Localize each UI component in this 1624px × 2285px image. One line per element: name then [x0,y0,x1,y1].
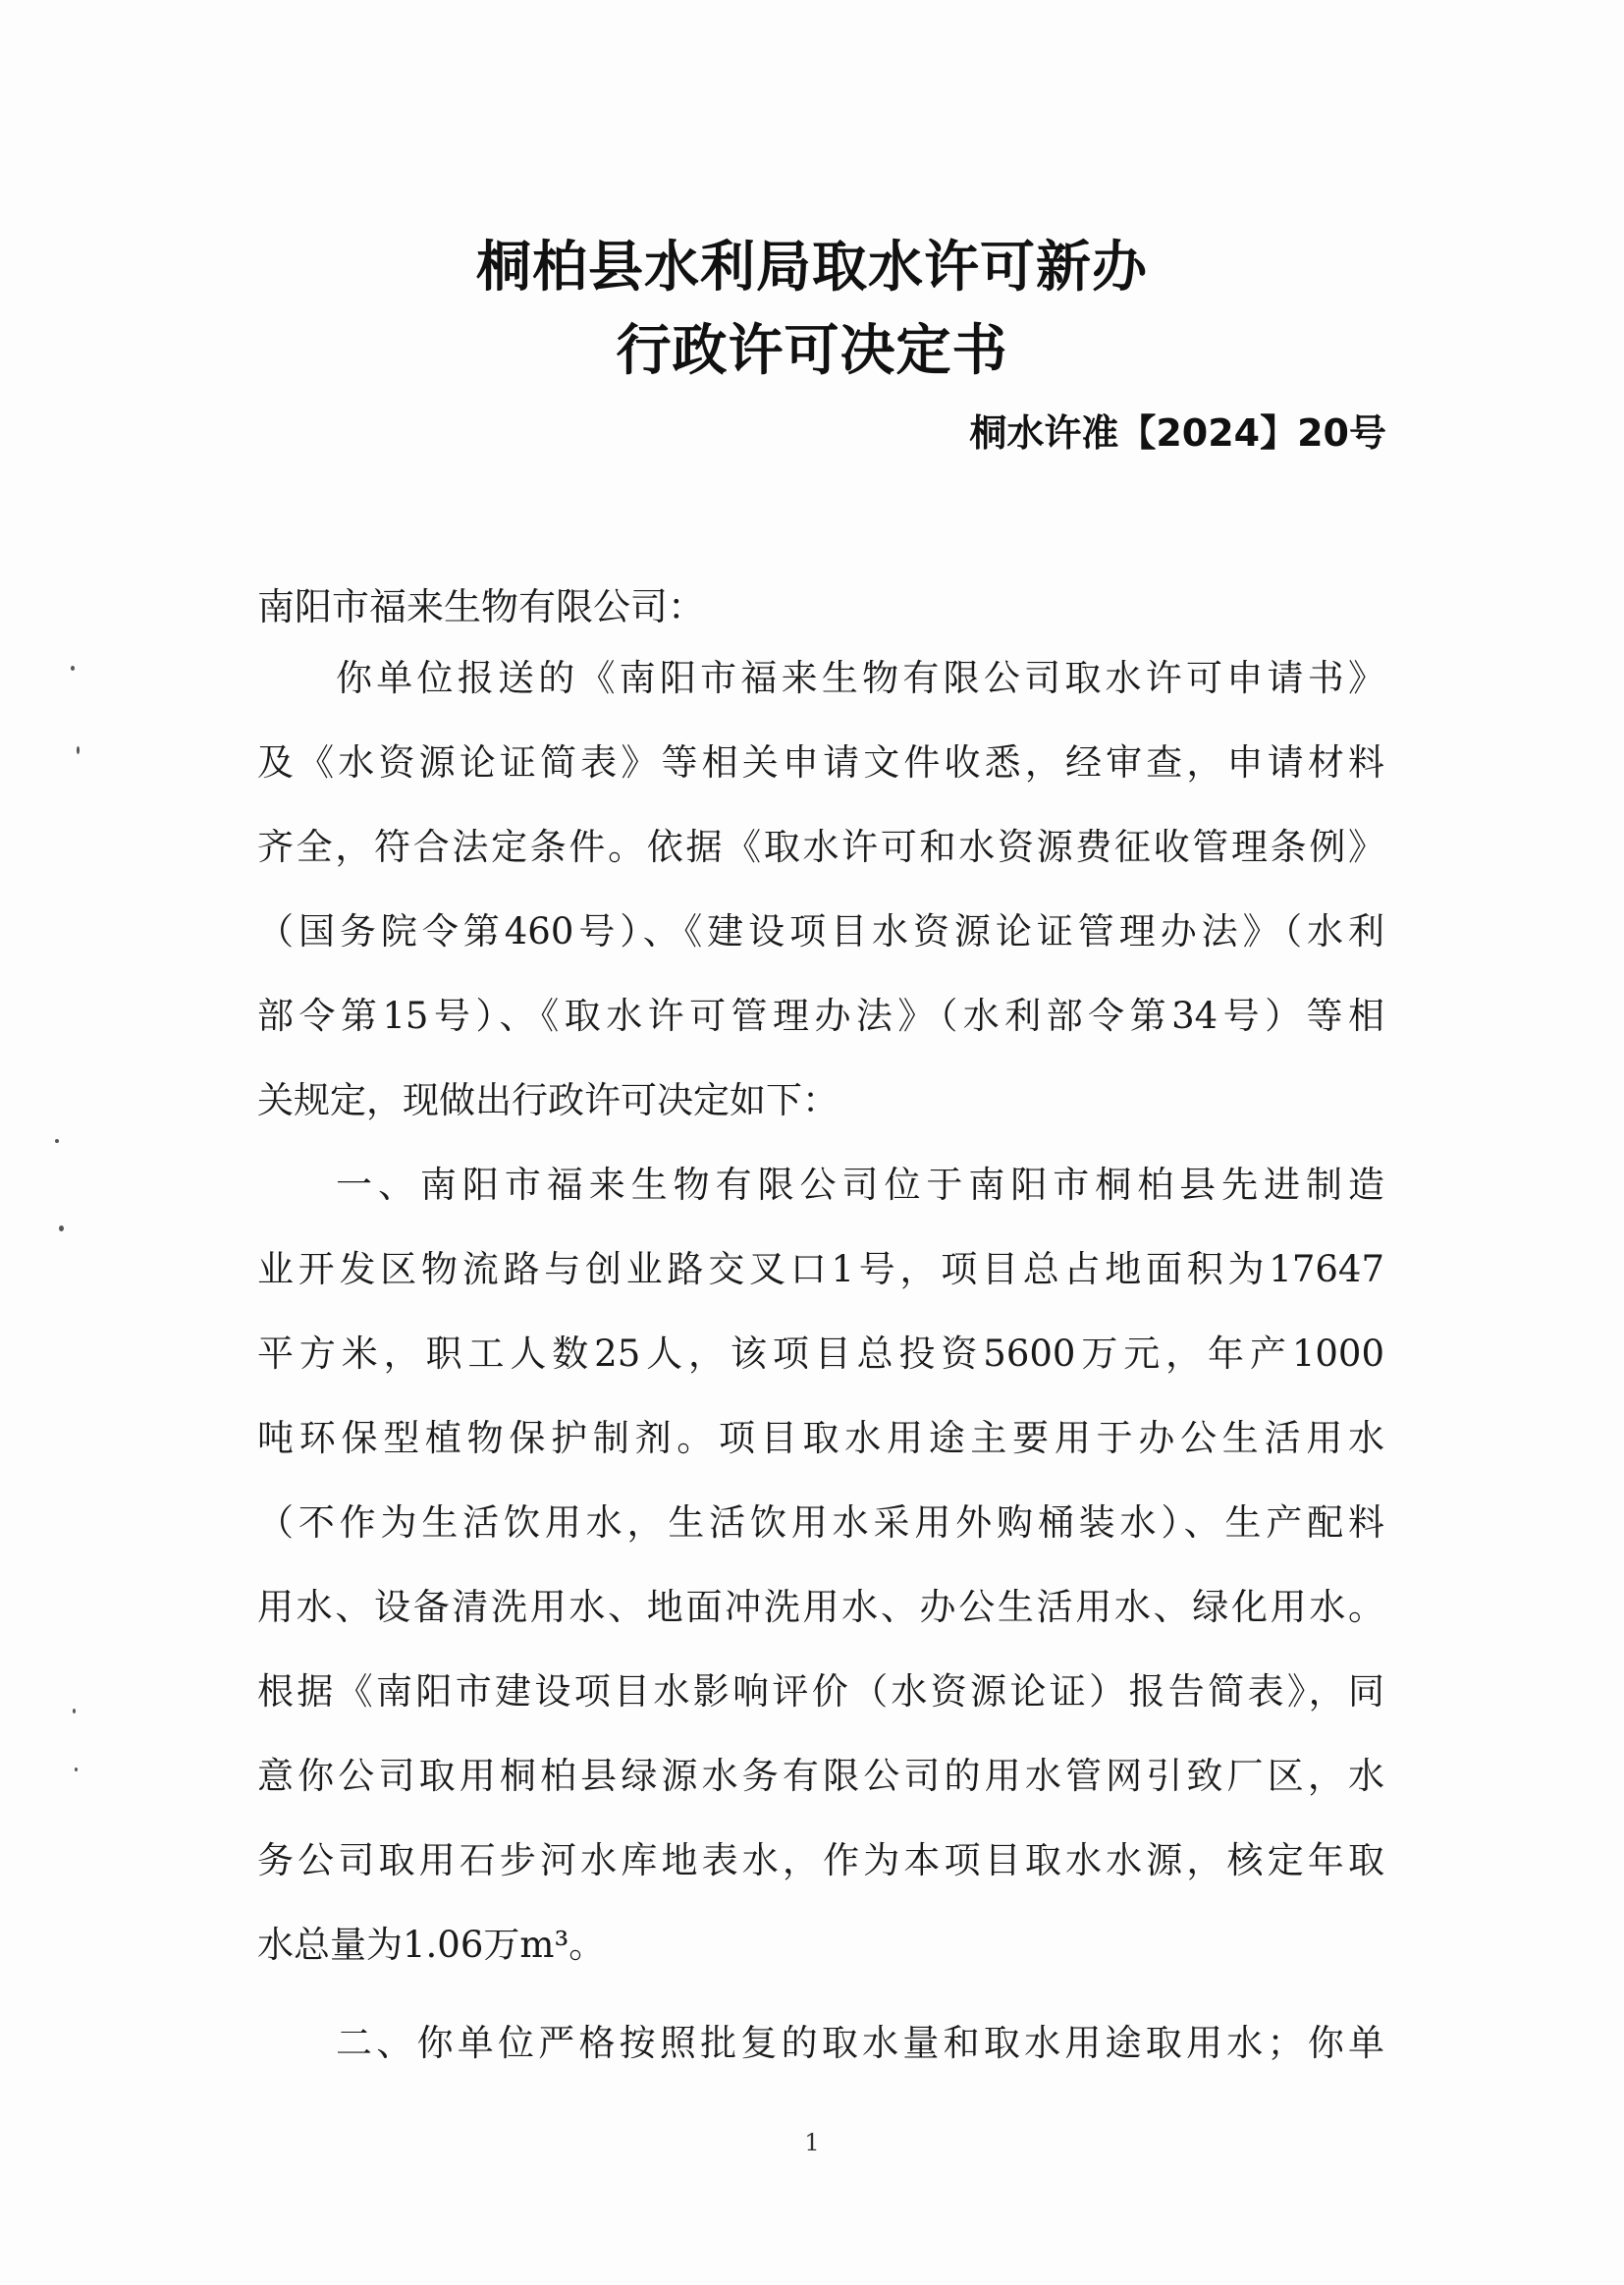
paragraph-line: 水总量为1.06万m³。 [257,1924,606,1966]
paragraph-line: 二、你单位严格按照批复的取水量和取水用途取用水；你单 [336,2022,1384,2064]
paragraph-line: 吨环保型植物保护制剂。项目取水用途主要用于办公生活用水 [257,1417,1384,1459]
paragraph-line: 关规定，现做出行政许可决定如下： [257,1079,839,1121]
paragraph-line: 意你公司取用桐柏县绿源水务有限公司的用水管网引致厂区，水 [257,1755,1384,1797]
paragraph-line: 齐全，符合法定条件。依据《取水许可和水资源费征收管理条例》 [257,826,1384,868]
scan-speck [75,1768,78,1771]
paragraph-gap [257,2007,1384,2021]
paragraph-line: 你单位报送的《南阳市福来生物有限公司取水许可申请书》 [336,657,1384,699]
paragraph-line: 业开发区物流路与创业路交叉口1号，项目总占地面积为17647 [257,1248,1384,1290]
paragraph-line: 一、南阳市福来生物有限公司位于南阳市桐柏县先进制造 [336,1164,1384,1206]
scan-speck [77,746,80,754]
document-number: 桐水许准【2024】20号 [969,411,1386,455]
document-title-line-1: 桐柏县水利局取水许可新办 [476,236,1148,299]
paragraph-line: 及《水资源论证简表》等相关申请文件收悉，经审查，申请材料 [257,741,1384,784]
scan-speck [55,1139,59,1143]
paragraph-line: 用水、设备清洗用水、地面冲洗用水、办公生活用水、绿化用水。 [257,1586,1384,1628]
scan-speck [71,666,75,671]
addressee: 南阳市福来生物有限公司： [257,585,706,628]
paragraph-line: （不作为生活饮用水，生活饮用水采用外购桶装水）、生产配料 [257,1501,1384,1544]
page-number: 1 [804,2129,820,2156]
paragraph-line: 根据《南阳市建设项目水影响评价（水资源论证）报告简表》，同 [257,1670,1384,1713]
paragraph-line: （国务院令第460号）、《建设项目水资源论证管理办法》（水利 [257,910,1384,952]
paragraph-line: 平方米，职工人数25人，该项目总投资5600万元，年产1000 [257,1333,1384,1375]
scan-speck [73,1709,76,1714]
document-body [257,656,1384,2105]
document-title-line-2: 行政许可决定书 [616,319,1008,383]
paragraph-line: 务公司取用石步河水库地表水，作为本项目取水水源，核定年取 [257,1839,1384,1881]
paragraph-line: 部令第15号）、《取水许可管理办法》（水利部令第34号）等相 [257,995,1384,1037]
scan-speck [59,1225,64,1231]
